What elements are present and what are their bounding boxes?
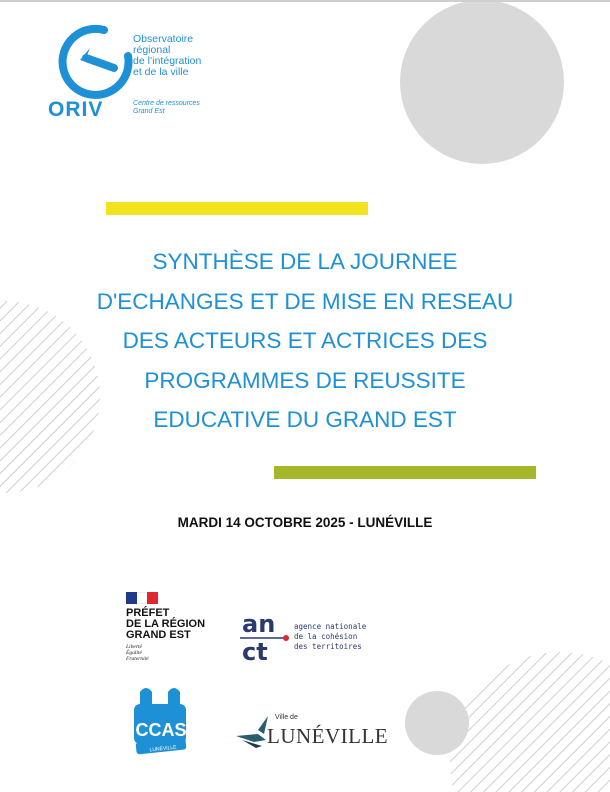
- luneville-bird-icon: [232, 696, 272, 756]
- title-line: PROGRAMMES DE REUSSITE: [144, 367, 466, 393]
- anct-logo-text: agence nationale de la cohésion des territoires: [294, 622, 367, 651]
- title-line: EDUCATIVE DU GRAND EST: [153, 407, 457, 432]
- svg-text:an: an: [242, 610, 276, 638]
- prefet-motto: Liberté Égalité Fraternité: [126, 644, 149, 662]
- oriv-logo-title: Observatoire régional de l’intégration et de la ville: [133, 33, 202, 78]
- anct-logo-mark: [236, 608, 294, 668]
- gray-circle-bottom: [405, 691, 469, 755]
- yellow-accent-bar: [106, 202, 368, 215]
- ccas-logo: [122, 682, 200, 762]
- svg-text:CCAS: CCAS: [135, 720, 187, 740]
- event-date: MARDI 14 OCTOBRE 2025 - LUNÉVILLE: [177, 515, 433, 530]
- prefet-region-logo: PRÉFET DE LA RÉGION GRAND EST Liberté Égalité Fraternité: [126, 592, 226, 662]
- anct-logo: [236, 608, 396, 668]
- document-title: [60, 242, 550, 440]
- oriv-logo-name: ORIV: [48, 98, 104, 121]
- title-line: DES ACTEURS ET ACTRICES DES: [122, 328, 488, 353]
- luneville-name: LUNÉVILLE: [267, 724, 389, 748]
- title-line: SYNTHÈSE DE LA JOURNEE: [152, 249, 458, 274]
- french-flag-icon: [126, 592, 158, 604]
- svg-text:ct: ct: [242, 638, 268, 666]
- ville-de-luneville-logo: [232, 696, 389, 756]
- oriv-logo-subtitle: Centre de ressources Grand Est: [133, 100, 200, 115]
- svg-text:LUNÉVILLE: LUNÉVILLE: [149, 744, 177, 754]
- luneville-prefix: Ville de: [275, 714, 298, 721]
- green-accent-bar: [274, 466, 536, 479]
- title-line: D'ECHANGES ET DE MISE EN RESEAU: [96, 288, 514, 314]
- gray-circle-top-right: [400, 2, 564, 164]
